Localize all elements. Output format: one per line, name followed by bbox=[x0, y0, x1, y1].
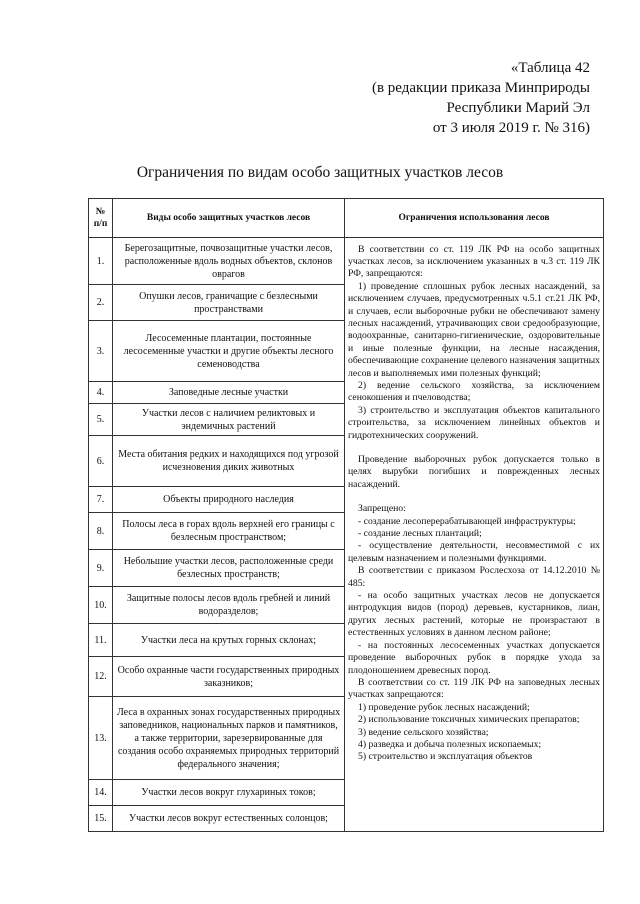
row-plot-type: Участки лесов с наличием реликтовых и эндемичных растений bbox=[113, 404, 345, 436]
restriction-paragraph: 1) проведение сплошных рубок лесных насаждений, за исключением случаев, предусмотренных ч.5.1 ст.21 ЛК РФ, и случаев, если выборочные рубки не обеспечивают замену лесных насаждений, утрачивающих свои средообразующие, водоохранные, санитарно-гигиенические, оздоровительные и иные полезные функции, на лесные насаждения, обеспечивающие сохранение целевого назначения защитных лесов и выполняемых ими полезных функций; bbox=[348, 280, 600, 379]
restriction-paragraph: - осуществление деятельности, несовместимой с их целевым назначением и полезными функциями. bbox=[348, 540, 600, 564]
row-plot-type: Участки лесов вокруг естественных солонцов; bbox=[113, 806, 345, 832]
row-number: 10. bbox=[89, 587, 113, 624]
row-plot-type: Лесосеменные плантации, постоянные лесосеменные участки и другие объекты лесного семеноводства bbox=[113, 321, 345, 382]
restriction-paragraph: - создание лесных плантаций; bbox=[358, 528, 482, 540]
restriction-paragraph: Запрещено: bbox=[358, 503, 406, 515]
caption-line: Республики Марий Эл bbox=[446, 100, 590, 116]
restriction-paragraph: 3) ведение сельского хозяйства; bbox=[358, 726, 489, 738]
header-plot-type: Виды особо защитных участков лесов bbox=[113, 199, 345, 238]
header-restrictions: Ограничения использования лесов bbox=[345, 199, 604, 238]
restriction-paragraph: 2) ведение сельского хозяйства, за исключением сенокошения и пчеловодства; bbox=[348, 379, 600, 404]
restriction-paragraph: В соответствии со ст. 119 ЛК РФ на заповедных лесных участках запрещаются: bbox=[348, 676, 600, 701]
caption-line: от 3 июля 2019 г. № 316) bbox=[432, 120, 590, 136]
row-plot-type: Участки лесов вокруг глухариных токов; bbox=[113, 780, 345, 806]
row-plot-type: Особо охранные части государственных природных заказников; bbox=[113, 657, 345, 697]
document-title: Ограничения по видам особо защитных участков лесов bbox=[136, 164, 504, 181]
row-plot-type: Участки леса на крутых горных склонах; bbox=[113, 624, 345, 657]
row-number: 5. bbox=[89, 404, 113, 436]
restrictions-table bbox=[88, 198, 604, 832]
row-number: 4. bbox=[89, 382, 113, 404]
restriction-paragraph: - создание лесоперерабатывающей инфраструктуры; bbox=[358, 515, 576, 527]
table-row bbox=[89, 238, 604, 285]
row-number: 6. bbox=[89, 436, 113, 487]
row-plot-type: Опушки лесов, граничащие с безлесными пространствами bbox=[113, 285, 345, 321]
row-number: 9. bbox=[89, 550, 113, 587]
row-number: 7. bbox=[89, 487, 113, 513]
restriction-paragraph: В соответствии со ст. 119 ЛК РФ на особо защитных участках лесов, за исключением указанных в ч.3 ст. 119 ЛК РФ, запрещаются: bbox=[348, 243, 600, 280]
row-plot-type: Заповедные лесные участки bbox=[113, 382, 345, 404]
row-plot-type: Берегозащитные, почвозащитные участки лесов, расположенные вдоль водных объектов, склонов оврагов bbox=[113, 238, 345, 285]
row-plot-type: Места обитания редких и находящихся под угрозой исчезновения диких животных bbox=[113, 436, 345, 487]
header-number: № п/п bbox=[89, 199, 113, 238]
row-number: 8. bbox=[89, 513, 113, 550]
row-number: 1. bbox=[89, 238, 113, 285]
restriction-paragraph: - на постоянных лесосеменных участках допускается проведение выборочных рубок в порядке ухода за плодоношением древесных пород. bbox=[348, 639, 600, 676]
restriction-paragraph: Проведение выборочных рубок допускается только в целях вырубки погибших и поврежденных лесных насаждений. bbox=[348, 454, 600, 490]
row-number: 3. bbox=[89, 321, 113, 382]
restrictions-text-cell bbox=[345, 238, 604, 832]
restriction-paragraph: В соответствии с приказом Рослесхоза от 14.12.2010 № 485: bbox=[348, 565, 600, 589]
row-number: 12. bbox=[89, 657, 113, 697]
restriction-paragraph: 4) разведка и добыча полезных ископаемых; bbox=[358, 738, 542, 750]
row-number: 13. bbox=[89, 697, 113, 780]
caption-line: «Таблица 42 bbox=[510, 60, 590, 76]
restriction-paragraph: 3) строительство и эксплуатация объектов капитального строительства, за исключением линейных объектов и гидротехнических сооружений. bbox=[348, 404, 600, 441]
table-header-row bbox=[89, 199, 604, 238]
table-caption-note bbox=[330, 58, 590, 138]
row-plot-type: Объекты природного наследия bbox=[113, 487, 345, 513]
restriction-paragraph: 1) проведение рубок лесных насаждений; bbox=[358, 701, 530, 713]
row-number: 2. bbox=[89, 285, 113, 321]
row-number: 15. bbox=[89, 806, 113, 832]
row-plot-type: Полосы леса в горах вдоль верхней его границы с безлесным пространством; bbox=[113, 513, 345, 550]
restriction-paragraph: - на особо защитных участках лесов не допускается интродукция видов (пород) деревьев, кустарников, лиан, других лесных растений, которые не произрастают в естественных условиях в данном лесном районе; bbox=[348, 590, 600, 639]
restriction-paragraph: 2) использование токсичных химических препаратов; bbox=[358, 714, 580, 726]
row-number: 11. bbox=[89, 624, 113, 657]
row-plot-type: Леса в охранных зонах государственных природных заповедников, национальных парков и памятников, а также территории, зарезервированные для создания особо охраняемых природных территорий федерального значения; bbox=[113, 697, 345, 780]
row-plot-type: Защитные полосы лесов вдоль гребней и линий водоразделов; bbox=[113, 587, 345, 624]
row-plot-type: Небольшие участки лесов, расположенные среди безлесных пространств; bbox=[113, 550, 345, 587]
row-number: 14. bbox=[89, 780, 113, 806]
restriction-paragraph: 5) строительство и эксплуатация объектов bbox=[358, 751, 533, 763]
caption-line: (в редакции приказа Минприроды bbox=[371, 80, 590, 96]
